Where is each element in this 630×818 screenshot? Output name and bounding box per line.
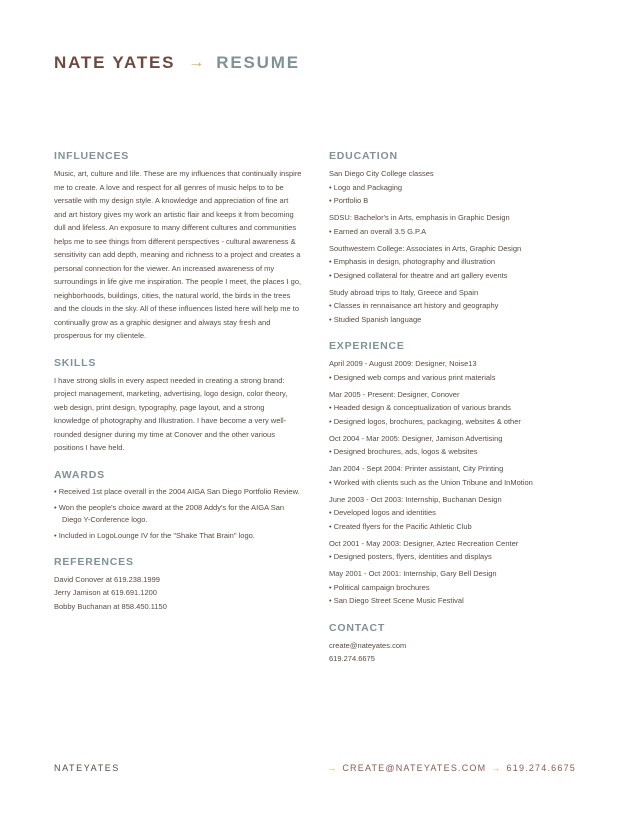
awards-section bbox=[54, 469, 302, 542]
right-column bbox=[329, 150, 581, 680]
education-bullet: • Emphasis in design, photography and illustration bbox=[329, 257, 496, 266]
experience-entry bbox=[329, 567, 581, 608]
footer-phone: 619.274.6675 bbox=[506, 763, 576, 773]
arrow-right-icon: → bbox=[327, 763, 338, 773]
education-bullet: • Classes in rennaisance art history and geography bbox=[329, 301, 499, 310]
education-title: EDUCATION bbox=[329, 150, 398, 162]
contact-phone: 619.274.6675 bbox=[329, 654, 375, 663]
contact-title: CONTACT bbox=[329, 621, 386, 634]
experience-entry-head: Mar 2005 - Present: Designer, Conover bbox=[329, 389, 460, 399]
education-bullet: • Earned an overall 3.5 G.P.A bbox=[329, 226, 427, 236]
footer-contact bbox=[322, 763, 576, 773]
experience-entry-head: April 2009 - August 2009: Designer, Noise13 bbox=[329, 359, 477, 368]
experience-entry-head: May 2001 - Oct 2001: Internship, Gary Bell Design bbox=[329, 569, 497, 578]
experience-entry bbox=[329, 537, 581, 564]
education-entry bbox=[329, 286, 581, 327]
experience-entry-head: Oct 2001 - May 2003: Designer, Aztec Recreation Center bbox=[329, 538, 519, 548]
references-title: REFERENCES bbox=[54, 555, 134, 568]
reference-item: Bobby Buchanan at 858.450.1150 bbox=[54, 601, 167, 611]
education-bullet: • Studied Spanish language bbox=[329, 314, 422, 324]
skills-text: I have strong skills in every aspect needed in creating a strong brand: project management, marketing, advertising, logo design, color theory, web design, print design, typography, page layout, and a strong knowledge of photography and Illustration. I have become a very well-rounded designer during my time at Conover and the other various positions I have held. bbox=[54, 375, 288, 452]
award-item: • Included in LogoLounge IV for the "Shake That Brain" logo. bbox=[54, 530, 255, 540]
education-section bbox=[329, 150, 581, 326]
experience-bullet: • Political campaign brochures bbox=[329, 582, 430, 592]
experience-title: EXPERIENCE bbox=[329, 340, 405, 352]
experience-entry bbox=[329, 388, 581, 429]
arrow-right-icon: → bbox=[491, 763, 502, 773]
references-section bbox=[54, 556, 302, 614]
experience-bullet: • Developed logos and identities bbox=[329, 508, 436, 517]
experience-bullet: • Created flyers for the Pacific Athletic Club bbox=[329, 521, 472, 531]
experience-bullet: • Headed design & conceptualization of various brands bbox=[329, 403, 511, 412]
header-title: RESUME bbox=[216, 53, 300, 72]
footer-email[interactable]: CREATE@NATEYATES.COM bbox=[342, 763, 487, 773]
experience-bullet: • San Diego Street Scene Music Festival bbox=[329, 596, 464, 605]
experience-entry bbox=[329, 462, 581, 489]
education-bullet: • Logo and Packaging bbox=[329, 182, 403, 192]
experience-bullet: • Designed posters, flyers, identities and displays bbox=[329, 552, 492, 561]
experience-bullet: • Designed web comps and various print materials bbox=[329, 372, 496, 382]
education-entry-head: Study abroad trips to Italy, Greece and Spain bbox=[329, 287, 479, 297]
education-bullet: • Designed collateral for theatre and art gallery events bbox=[329, 270, 508, 280]
experience-entry-head: Oct 2004 - Mar 2005: Designer, Jamison Advertising bbox=[329, 433, 503, 443]
reference-item: David Conover at 619.238.1999 bbox=[54, 574, 160, 584]
reference-item: Jerry Jamison at 619.691.1200 bbox=[54, 588, 157, 597]
contact-section bbox=[329, 622, 581, 666]
award-item: • Received 1st place overall in the 2004 AIGA San Diego Portfolio Review. bbox=[54, 486, 300, 496]
award-item: • Won the people's choice award at the 2008 Addy's for the AIGA San Diego Y-Conference logo. bbox=[54, 502, 285, 524]
experience-section bbox=[329, 340, 581, 608]
experience-bullet: • Designed logos, brochures, packaging, websites & other bbox=[329, 416, 521, 426]
skills-title: SKILLS bbox=[54, 356, 97, 369]
education-entry bbox=[329, 167, 581, 208]
education-entry-head: San Diego City College classes bbox=[329, 169, 434, 178]
experience-bullet: • Designed brochures, ads, logos & websites bbox=[329, 447, 478, 456]
experience-entry bbox=[329, 493, 581, 534]
education-entry bbox=[329, 211, 581, 238]
arrow-right-icon: → bbox=[188, 54, 205, 71]
experience-bullet: • Worked with clients such as the Union Tribune and InMotion bbox=[329, 477, 533, 487]
influences-text: Music, art, culture and life. These are my influences that continually inspire me to create. A love and respect for all genres of music helps to to be versatile with my design style. A knowledge and appreciation of fine art and art history gives my work an artistic flair and keeps it from becoming dull and lifeless. An exposure to many different cultures and communities helps me to see things from different perspectives - cultural awareness & sensitivity can add depth, meaning and richness to a project and creates a personal connection for the viewer. An increased awareness of my surroundings in life give me inspiration. The people I meet, the places I go, neighborhoods, buildings, cities, the natural world, the birds in the trees and the clouds in the sky. All of these influences listed here will help me to continually grow as a graphic designer and always stay fresh and prosperous for my clientele. bbox=[54, 169, 302, 340]
contact-email[interactable]: create@nateyates.com bbox=[329, 640, 407, 650]
footer-logo: NATEYATES bbox=[54, 763, 120, 773]
experience-entry bbox=[329, 432, 581, 459]
experience-entry-head: Jan 2004 - Sept 2004: Printer assistant, City Printing bbox=[329, 464, 504, 473]
education-bullet: • Portfolio B bbox=[329, 196, 369, 205]
left-column bbox=[54, 150, 302, 627]
experience-entry bbox=[329, 357, 581, 384]
education-entry-head: SDSU: Bachelor's in Arts, emphasis in Graphic Design bbox=[329, 213, 510, 222]
skills-section bbox=[54, 357, 302, 455]
influences-section bbox=[54, 150, 302, 343]
influences-title: INFLUENCES bbox=[54, 150, 130, 162]
header-name: NATE YATES bbox=[54, 53, 176, 72]
experience-entry-head: June 2003 - Oct 2003: Internship, Buchanan Design bbox=[329, 494, 502, 504]
education-entry-head: Southwestern College: Associates in Arts, Graphic Design bbox=[329, 243, 522, 253]
education-entry bbox=[329, 242, 581, 283]
resume-header bbox=[54, 53, 300, 73]
awards-title: AWARDS bbox=[54, 468, 105, 481]
